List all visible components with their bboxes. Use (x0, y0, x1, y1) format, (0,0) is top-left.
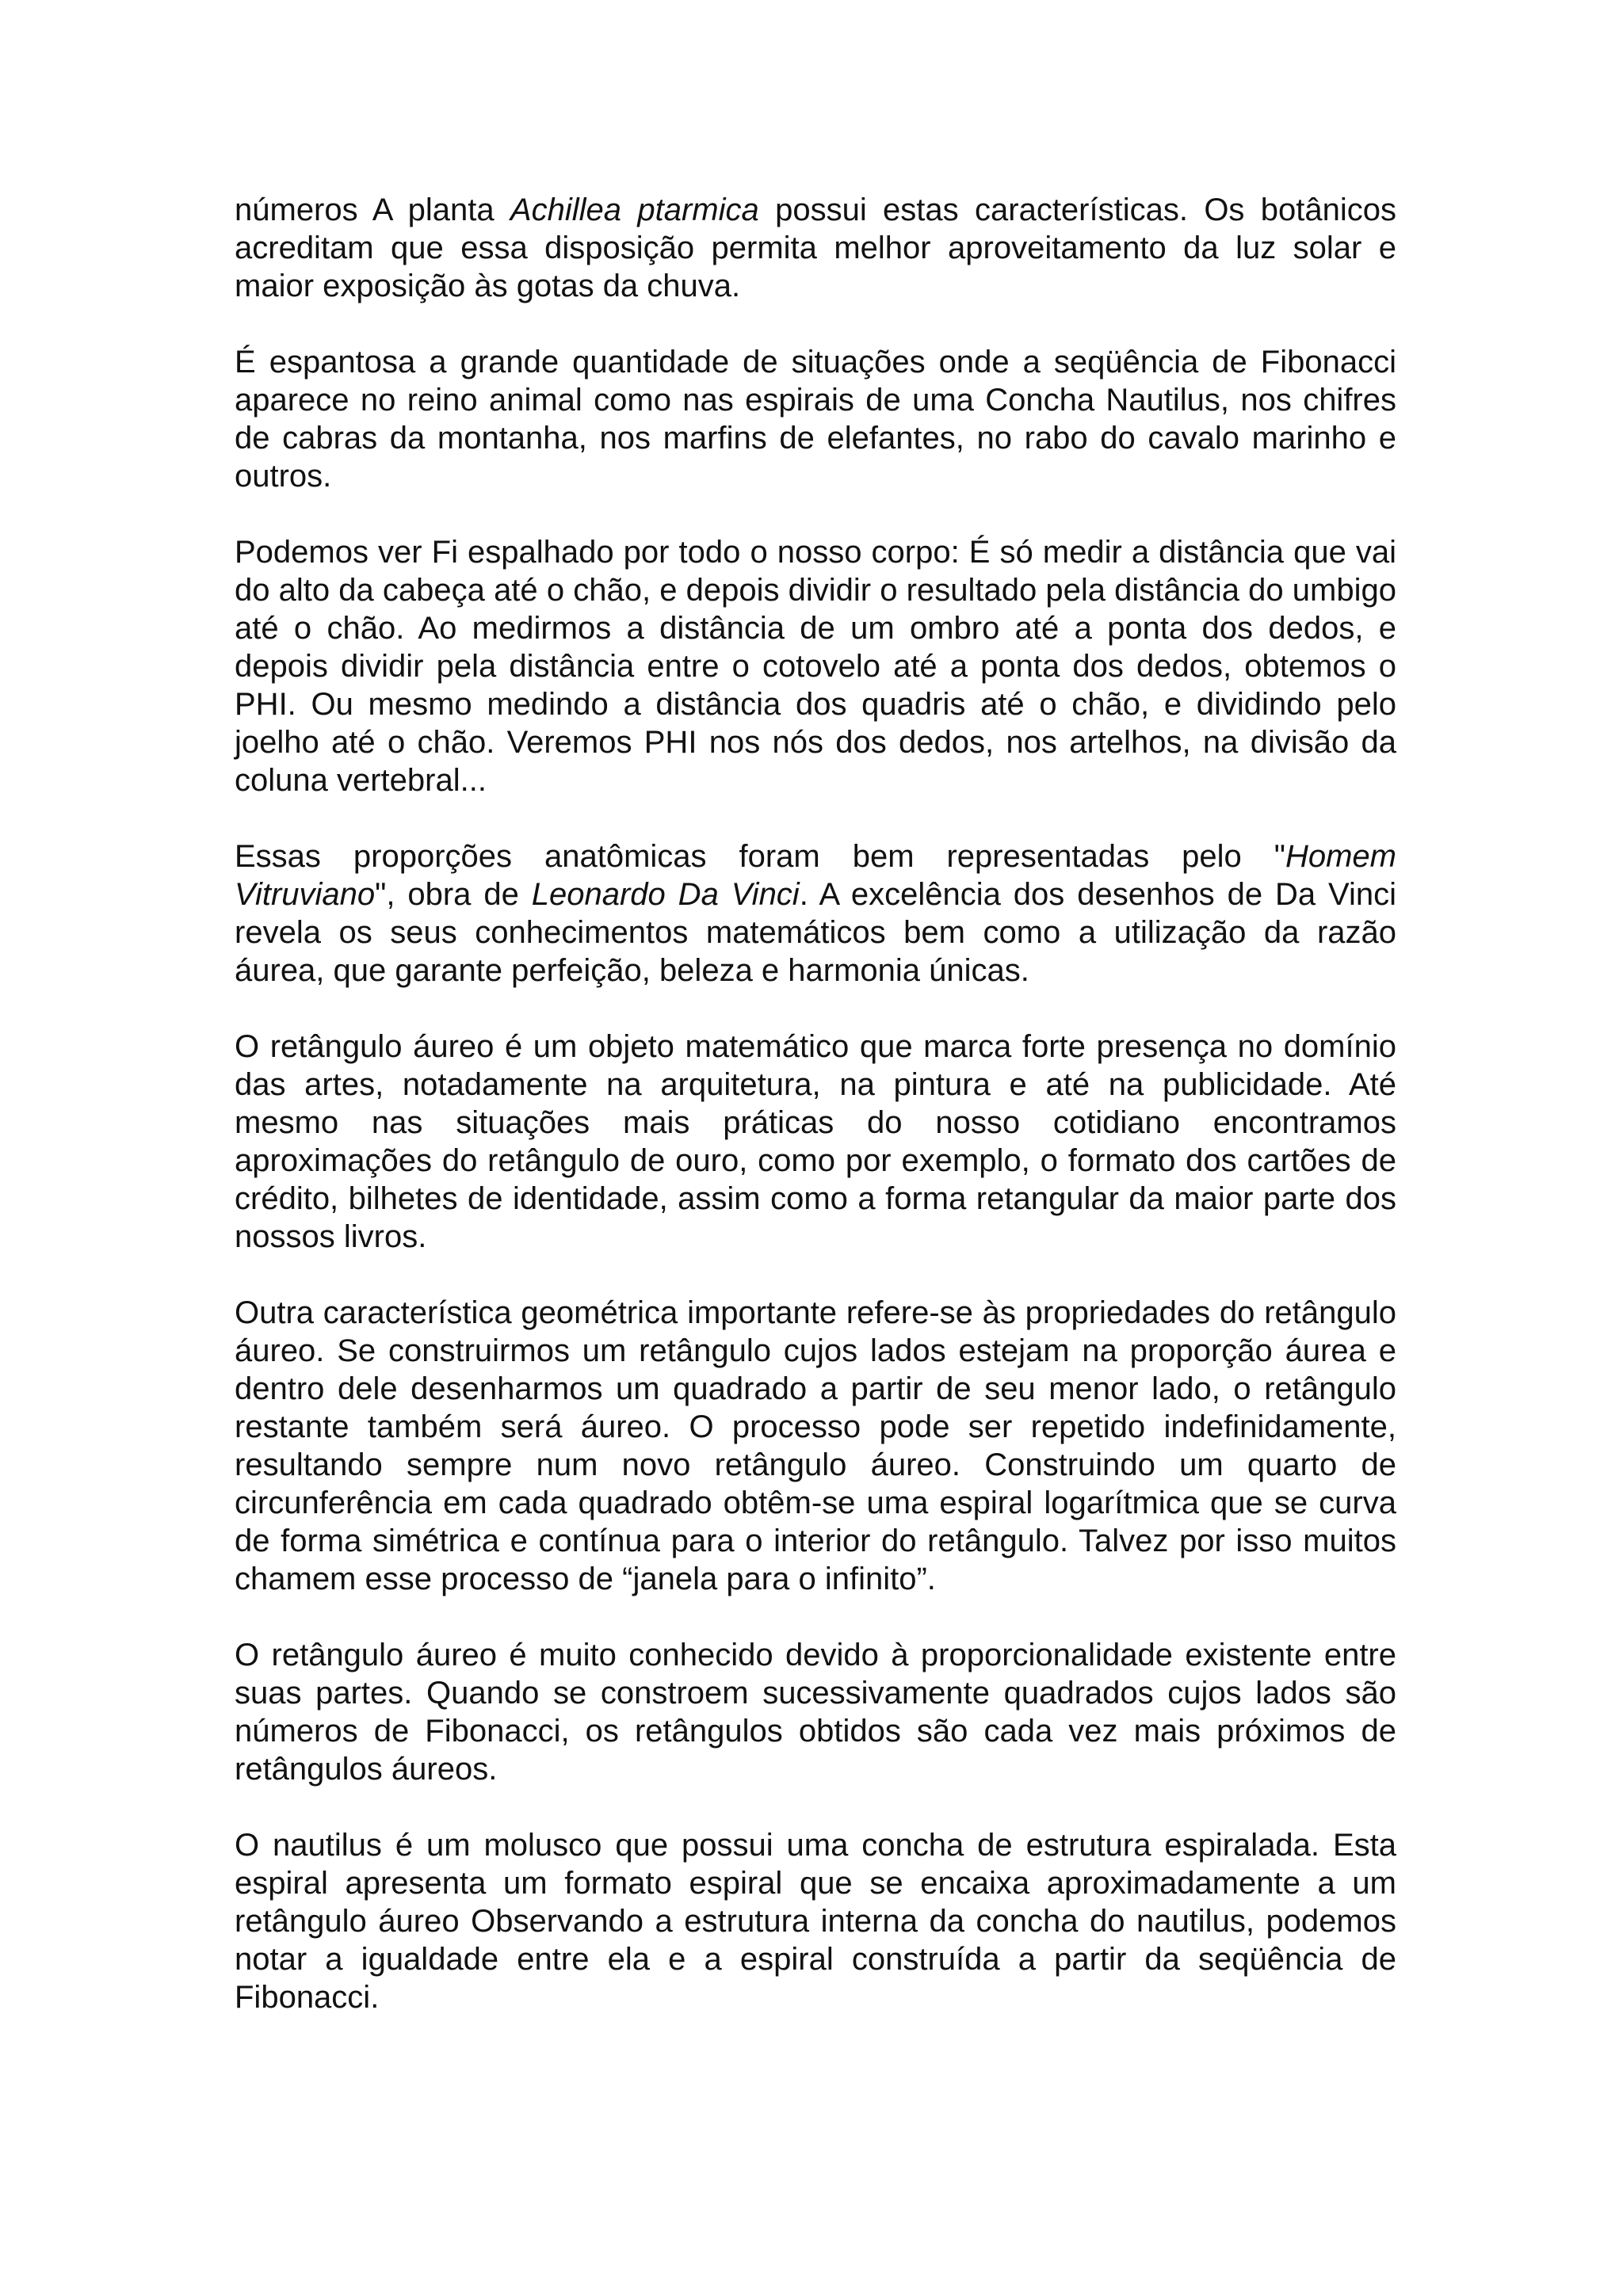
paragraph-reino-animal (235, 343, 1396, 495)
text-segment: ", obra de (375, 877, 532, 912)
italic-segment: Homem Vitruviano (235, 839, 1396, 912)
text-segment: Outra característica geométrica importante refere-se às propriedades do retângulo áureo. Se construirmos um retângulo cujos lados estejam na proporção áurea e dentro dele desenharmos um quadrado a partir de seu menor lado, o retângulo restante também será áureo. O processo pode ser repetido indefinidamente, resultando sempre num novo retângulo áureo. Construindo um quarto de circunferência em cada quadrado obtêm-se uma espiral logarítmica que se curva de forma simétrica e contínua para o interior do retângulo. Talvez por isso muitos chamem esse processo de “janela para o infinito”. (235, 1295, 1396, 1596)
paragraph-vitruviano (235, 837, 1396, 990)
text-segment: possui estas características. Os botânicos acreditam que essa disposição permita melhor aproveitamento da luz solar e maior exposição às gotas da chuva. (235, 193, 1397, 303)
text-segment: O retângulo áureo é muito conhecido devido à proporcionalidade existente entre suas partes. Quando se constroem sucessivamente quadrados cujos lados são números de Fibonacci, os retângulos obtidos são cada vez mais próximos de retângulos áureos. (235, 1638, 1396, 1787)
paragraph-geometrica (235, 1294, 1396, 1598)
paragraph-corpo (235, 533, 1396, 799)
text-segment: O retângulo áureo é um objeto matemático que marca forte presença no domínio das artes, notadamente na arquitetura, na pintura e até na publicidade. Até mesmo nas situações mais práticas do nosso cotidiano encontramos aproximações do retângulo de ouro, como por exemplo, o formato dos cartões de crédito, bilhetes de identidade, assim como a forma retangular da maior parte dos nossos livros. (235, 1029, 1396, 1254)
text-segment: Podemos ver Fi espalhado por todo o nosso corpo: É só medir a distância que vai do alto da cabeça até o chão, e depois dividir o resultado pela distância do umbigo até o chão. Ao medirmos a distância de um ombro até a ponta dos dedos, e depois dividir pela distância entre o cotovelo até a ponta dos dedos, obtemos o PHI. Ou mesmo medindo a distância dos quadris até o chão, e dividindo pelo joelho até o chão. Veremos PHI nos nós dos dedos, nos artelhos, na divisão da coluna vertebral... (235, 535, 1396, 798)
text-segment: Essas proporções anatômicas foram bem representadas pelo " (235, 839, 1285, 874)
text-segment: É espantosa a grande quantidade de situações onde a seqüência de Fibonacci aparece no reino animal como nas espirais de uma Concha Nautilus, nos chifres de cabras da montanha, nos marfins de elefantes, no rabo do cavalo marinho e outros. (235, 345, 1396, 494)
text-segment: O nautilus é um molusco que possui uma concha de estrutura espiralada. Esta espiral apresenta um formato espiral que se encaixa aproximadamente a um retângulo áureo Observando a estrutura interna da concha do nautilus, podemos notar a igualdade entre ela e a espiral construída a partir da seqüência de Fibonacci. (235, 1828, 1396, 2015)
paragraph-achillea (235, 191, 1396, 305)
text-segment: números A planta (235, 193, 510, 227)
italic-segment: Achillea ptarmica (510, 193, 759, 227)
paragraph-nautilus (235, 1826, 1396, 2016)
document-body (235, 191, 1396, 2016)
text-segment: . A excelência dos desenhos de Da Vinci revela os seus conhecimentos matemáticos bem como a utilização da razão áurea, que garante perfeição, beleza e harmonia únicas. (235, 877, 1396, 988)
paragraph-retangulo-artes (235, 1028, 1396, 1256)
italic-segment: Leonardo Da Vinci (531, 877, 800, 912)
paragraph-proporcionalidade (235, 1636, 1396, 1788)
